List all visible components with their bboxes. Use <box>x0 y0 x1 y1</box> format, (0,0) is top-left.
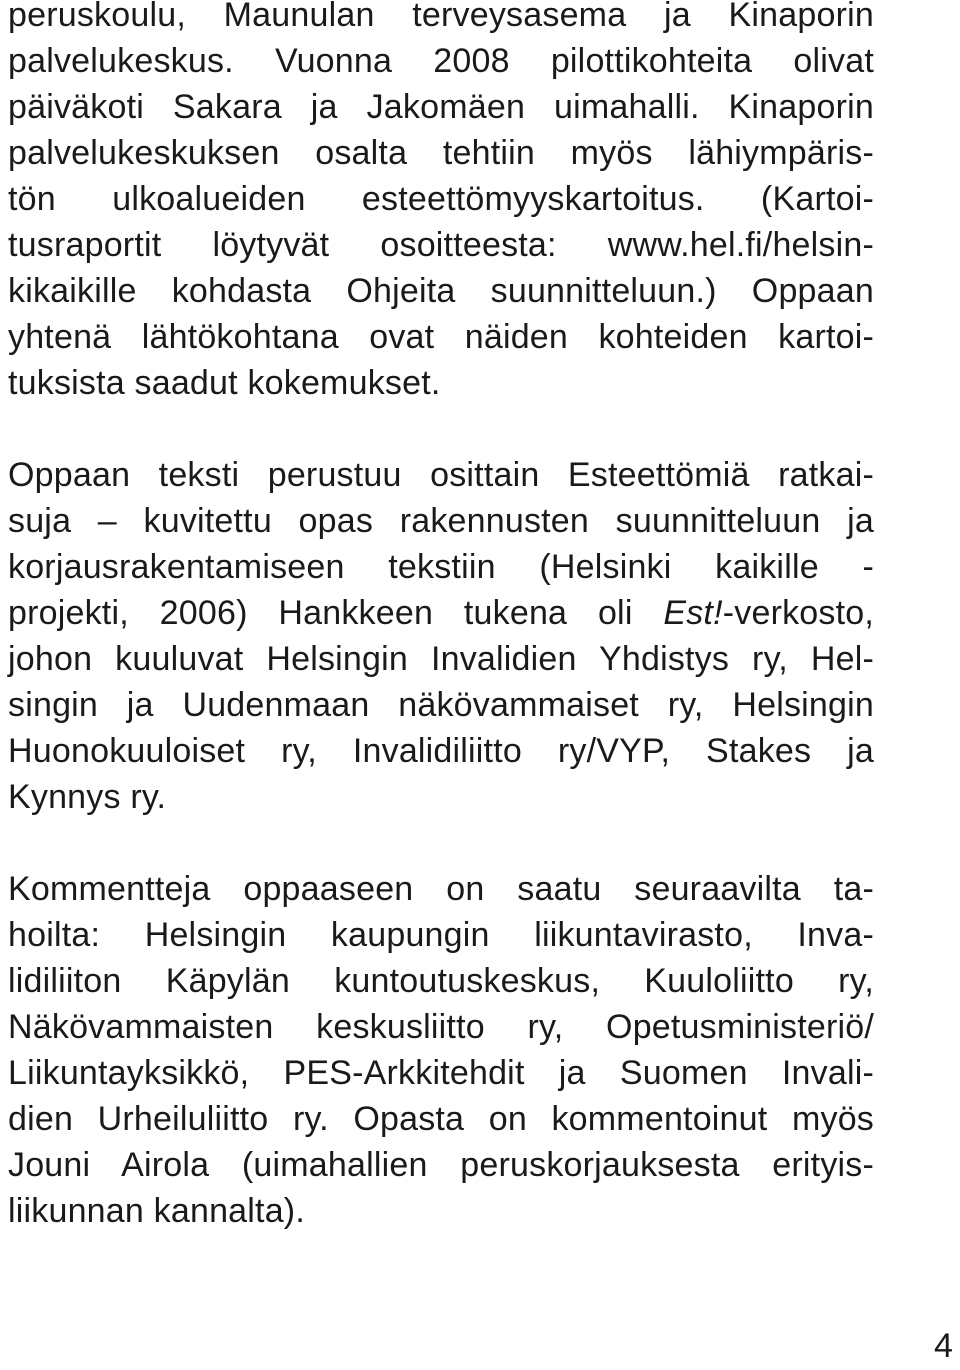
text-line: singin ja Uudenmaan näkövammaiset ry, Helsingin <box>8 686 874 724</box>
page-number: 4 <box>934 1327 953 1365</box>
text-line: suja – kuvitettu opas rakennusten suunnitteluun ja <box>8 502 874 540</box>
text-line: Kommentteja oppaaseen on saatu seuraavilta ta- <box>8 870 874 908</box>
text-line: kikaikille kohdasta Ohjeita suunnitteluun.) Oppaan <box>8 272 874 310</box>
text-segment: -verkosto, <box>722 594 874 632</box>
text-line: johon kuuluvat Helsingin Invalidien Yhdistys ry, Hel- <box>8 640 874 678</box>
text-line: Kynnys ry. <box>8 778 167 816</box>
text-line: korjausrakentamiseen tekstiin (Helsinki kaikille - <box>8 548 874 586</box>
text-line: lidiliiton Käpylän kuntoutuskeskus, Kuuloliitto ry, <box>8 962 874 1000</box>
text-line: palvelukeskuksen osalta tehtiin myös lähiympäris- <box>8 134 874 172</box>
text-line: hoilta: Helsingin kaupungin liikuntavirasto, Inva- <box>8 916 874 954</box>
text-line: Liikuntayksikkö, PES-Arkkitehdit ja Suomen Invali- <box>8 1054 874 1092</box>
text-line-with-italic <box>8 590 874 636</box>
text-line: päiväkoti Sakara ja Jakomäen uimahalli. Kinaporin <box>8 88 874 126</box>
text-line: Oppaan teksti perustuu osittain Esteettömiä ratkai- <box>8 456 874 494</box>
organization-name-italic: Est! <box>663 594 723 632</box>
text-line: palvelukeskus. Vuonna 2008 pilottikohteita olivat <box>8 42 874 80</box>
text-line: Näkövammaisten keskusliitto ry, Opetusministeriö/ <box>8 1008 874 1046</box>
text-line: tusraportit löytyvät osoitteesta: www.hel.fi/helsin- <box>8 226 874 264</box>
text-line: yhtenä lähtökohtana ovat näiden kohteiden kartoi- <box>8 318 874 356</box>
text-line: liikunnan kannalta). <box>8 1192 305 1230</box>
text-segment: projekti, 2006) Hankkeen tukena oli <box>8 594 664 632</box>
text-line: peruskoulu, Maunulan terveysasema ja Kinaporin <box>8 0 874 34</box>
text-line: dien Urheiluliitto ry. Opasta on kommentoinut myös <box>8 1100 874 1138</box>
text-line: tuksista saadut kokemukset. <box>8 364 441 402</box>
text-line: Jouni Airola (uimahallien peruskorjauksesta erityis- <box>8 1146 874 1184</box>
text-line: Huonokuuloiset ry, Invalidiliitto ry/VYP, Stakes ja <box>8 732 874 770</box>
text-line: tön ulkoalueiden esteettömyyskartoitus. (Kartoi- <box>8 180 874 218</box>
